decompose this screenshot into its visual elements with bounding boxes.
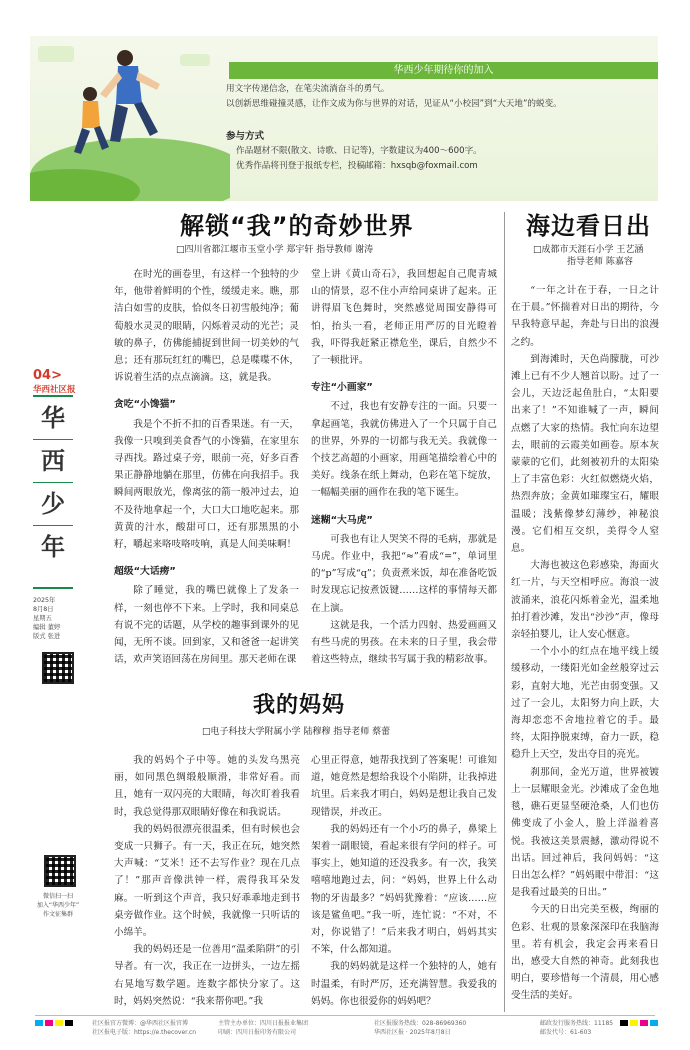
- masthead-char: 少: [33, 483, 73, 526]
- issue-info-line: 8月8日: [33, 606, 54, 613]
- subheading: 贪吃“小馋猫”: [114, 399, 176, 411]
- paragraph: 心里正得意，她帮我找到了答案呢！可谁知道，她竟然是想给我设个小陷阱，让我掉进坑里。后来我才明白，妈妈是想让我自己发现错误，并改正。: [311, 755, 497, 818]
- page-number: 04>: [33, 368, 62, 383]
- qr-code-bottom[interactable]: [44, 855, 76, 887]
- footer-rule: [35, 1015, 655, 1016]
- paragraph: 这就是我，一个活力四射、热爱画画又有些马虎的男孩。在未来的日子里，我会带着这些特点，继续书写属于我的精彩故事。: [311, 619, 497, 666]
- paragraph: 不过，我也有安静专注的一面。只要一拿起画笔，我就仿佛进入了一个只属于自己的世界，外界的一切都与我无关。我就像一个技艺高超的小画家，用画笔描绘着心中的美好。线条在纸上舞动，色彩在笔下绽放，一幅幅美丽的画作在我的笔下诞生。: [311, 401, 497, 499]
- footer-line: 社区报服务热线：028-86969360: [374, 1020, 467, 1027]
- chevron-right-icon: >: [51, 368, 62, 383]
- footer-line: 华西社区报 · 2025年8月8日: [374, 1029, 451, 1036]
- paragraph: 可我也有让人哭笑不得的毛病，那就是马虎。作业中，我把“≈”看成“=”，单词里的“p”写成“q”；负责煮米饭，却在准备吃饭时发现忘记按煮饭键……这样的事情每天都在上演。: [311, 533, 497, 614]
- recruit-banner: 华西少年期待你的加入: [229, 62, 658, 79]
- issue-info-line: 版式 张进: [33, 633, 61, 640]
- paragraph: 我是个不折不扣的百香果迷。有一天，我像一只嗅到美食香气的小馋猫，在家里东寻西找。路过桌子旁，眼前一亮，好多百香果正静静地躺在那里，仿佛在向我招手。我瞬间两眼放光，像离弦的箭一般冲过去，迫不及待地拿起一个，大口大口地吃起来。那黄黄的汁水，酸甜可口，还有那黑黑的小籽，嚼起来咯吱咯吱响，真是人间美味啊！: [114, 418, 299, 551]
- paragraph: “一年之计在于春，一日之计在于晨。”怀揣着对日出的期待，今早我特意早起，奔赴与日出的浪漫之约。: [511, 285, 659, 348]
- yellow-swatch: [55, 1020, 63, 1026]
- section-name: 华西社区报: [33, 385, 76, 395]
- article3-column-2: [311, 752, 497, 1010]
- footer-line: 社区报官方微博：@华西社区报官博: [92, 1020, 189, 1027]
- footer-line: 印刷：四川日报印务有限公司: [218, 1029, 297, 1036]
- subheading: 专注“小画家”: [311, 382, 373, 394]
- column-divider: [504, 212, 505, 1012]
- paragraph: 刹那间，金光万道，世界被镀上一层耀眼金光。沙滩成了金色地毯，礁石更显坚硬沧桑，人们也仿佛变成了小金人，脸上洋溢着喜悦。我被这美景震撼，激动得说不出话。回过神后，我问妈妈：“这日出怎么样？”妈妈眼中带泪：“这是我看过最美的日出。”: [511, 766, 659, 899]
- qr-code-top[interactable]: [42, 652, 74, 684]
- paragraph: 我的妈妈还有一个小巧的鼻子，鼻梁上架着一副眼镜，看起来很有学问的样子。可事实上，她知道的还没我多。有一次，我笑嘻嘻地跑过去，问：“妈妈，世界上什么动物的牙齿最多？”妈妈犹豫着：“应该……应该是鲨鱼吧。”我一听，连忙说：“不对，不对，你说错了！”后来我才明白，妈妈其实不笨，什么都知道。: [311, 823, 497, 956]
- footer-line: 社区报电子版：https://e.thecover.cn: [92, 1029, 197, 1036]
- article3-title: 我的妈妈: [253, 693, 346, 718]
- paragraph: 一个小小的红点在地平线上缓缓移动，一缕阳光如金丝般穿过云彩，直射大地，光芒由弱变强。又过了一会儿，太阳努力向上跃，大海却恋恋不舍地拉着它的手。最终，太阳挣脱束缚，奋力一跃，稳稳升上天空，发出夺目的亮光。: [511, 646, 659, 761]
- article1-title: 解锁“我”的奇妙世界: [180, 212, 414, 240]
- paragraph: 堂上讲《黄山奇石》，我回想起自己爬青城山的情景，忍不住小声给同桌讲了起来。正讲得眉飞色舞时，突然感觉周围安静得可怕，抬头一看，老师正用严厉的目光瞪着我，吓得我赶紧正襟危坐，课后，自然少不了一顿批评。: [311, 269, 497, 367]
- paragraph: 我的妈妈就是这样一个独特的人，她有时温柔，有时严厉，还充满智慧。我爱我的妈妈。你也很爱你的妈妈吧？: [311, 961, 497, 1007]
- masthead-char: 华: [33, 397, 73, 440]
- yellow-swatch: [630, 1020, 638, 1026]
- qr-caption-line: 微信扫一扫: [42, 893, 73, 900]
- cyan-swatch: [650, 1020, 658, 1026]
- paragraph: 大海也被这色彩感染，海面火红一片，与天空相呼应。海浪一波波涌来，浪花闪烁着金光，温柔地拍打着沙滩，发出“沙沙”声，像母亲轻拍婴儿，让人安心惬意。: [511, 560, 659, 641]
- footer-line: 邮政发行服务热线：11185: [540, 1020, 614, 1027]
- intro-line-1: 用文字传递信念，在笔尖流淌奋斗的勇气。: [226, 84, 390, 94]
- issue-info-line: 编辑 董婷: [33, 624, 61, 631]
- method-line-1: 作品题材不限(散文、诗歌、日记等)，字数建议为400～600字。: [236, 146, 482, 156]
- cyan-swatch: [35, 1020, 43, 1026]
- color-registration-marks-right: [620, 1020, 658, 1026]
- article1-byline: □四川省都江堰市玉堂小学 郑宇轩 指导教师 谢涛: [176, 245, 374, 255]
- paragraph: 在时光的画卷里，有这样一个独特的少年，他带着鲜明的个性，缓缓走来。瞧，那洁白如雪的皮肤，恰似冬日初雪般纯净；葡萄般水灵灵的眼睛，闪烁着灵动的光芒；灵敏的鼻子，仿佛能捕捉到世间一切美妙的气息；还有那玩红红的嘴巴，总是喋喋不休，诉说着生活的点点滴滴。这，就是我。: [114, 269, 299, 384]
- subheading: 超级“大话痨”: [114, 566, 176, 578]
- paragraph: 我的妈妈还是一位善用“温柔陷阱”的引导者。有一次，我正在一边拼头，一边左摇右晃地写数学题。连数字都快分家了。这时，妈妈突然说：“我来帮你吧。”我: [114, 944, 300, 1007]
- article2-body: [511, 282, 659, 1005]
- footer-line: 邮发代号：61-603: [540, 1029, 592, 1036]
- masthead-char: 西: [33, 440, 73, 483]
- color-registration-marks: [35, 1020, 73, 1026]
- article2-title: 海边看日出: [526, 212, 651, 240]
- magenta-swatch: [45, 1020, 53, 1026]
- black-swatch: [65, 1020, 73, 1026]
- method-line-2: 优秀作品将刊登于报纸专栏，投稿邮箱：hxsqb@foxmail.com: [236, 161, 478, 171]
- qr-caption-line: 加入“华西少年”: [36, 902, 80, 909]
- issue-info: [33, 596, 73, 641]
- magenta-swatch: [640, 1020, 648, 1026]
- subheading: 迷糊“大马虎”: [311, 514, 373, 526]
- method-title: 参与方式: [226, 131, 265, 142]
- paragraph: 除了睡觉，我的嘴巴就像上了发条一样，一刻也停不下来。上学时，我和同桌总有说不完的话题，从学校的趣事到课外的见闻，无所不谈。回到家，又和爸爸一起讲笑话，欢声笑语回荡在房间里。那天老师在课: [114, 585, 299, 666]
- article2-byline: □成都市天涯石小学 王艺涵: [533, 245, 644, 255]
- article1-column-1: [114, 266, 299, 668]
- article2-advisor: 指导老师 陈嘉容: [567, 257, 633, 267]
- runners-illustration: [30, 36, 230, 201]
- footer-col-2: [218, 1019, 368, 1037]
- paragraph: 我的妈妈很漂亮很温柔，但有时候也会变成一只狮子。有一天，我正在玩，她突然大声喊：“艾米！还不去写作业？现在几点了！”那声音像洪钟一样，震得我耳朵发麻。一听到这个声音，我只好乖乖地走到书桌旁做作业。这个时候，我就像一只听话的小绵羊。: [114, 823, 300, 939]
- hero-banner: [30, 36, 658, 201]
- masthead-char: 年: [41, 532, 65, 561]
- qr-caption-line: 作文征集群: [42, 911, 73, 918]
- article3-byline: □电子科技大学附属小学 陆穆穆 指导老师 蔡蕾: [202, 727, 391, 737]
- footer-line: 主管主办单位：四川日报报业集团: [218, 1020, 309, 1027]
- paragraph: 到海滩时，天色尚朦胧，可沙滩上已有不少人翘首以盼。过了一会儿，天边泛起鱼肚白，“太阳要出来了！”不知谁喊了一声，瞬间点燃了大家的热情。我忙向东边望去，眼前的云霞美如画卷。原本灰蒙蒙的它们，此刻被初升的太阳染上了丰富色彩：火红似燃烧火焰，热烈奔放；金黄如璀璨宝石，耀眼温暖；浅紫像梦幻薄纱，神秘浪漫。它们相互交织，美得令人窒息。: [511, 353, 659, 555]
- intro-line-2: 以创新思维碰撞灵感，让作文成为你与世界的对话，见证从“小校园”到“大天地”的蜕变。: [226, 99, 562, 109]
- article1-column-2: [311, 266, 497, 668]
- qr-caption: [33, 892, 83, 919]
- footer-col-3: [374, 1019, 524, 1037]
- footer-col-1: [92, 1019, 212, 1037]
- black-swatch: [620, 1020, 628, 1026]
- masthead-vertical: [33, 395, 73, 589]
- paragraph: 我的妈妈个子中等。她的头发乌黑亮丽，如同黑色绸缎般顺滑，非常好看。而且，她有一双闪亮的大眼睛，每次盯着我看时，我总觉得那双眼睛好像在和我说话。: [114, 755, 300, 818]
- issue-info-line: 星期五: [33, 615, 52, 622]
- issue-info-line: 2025年: [33, 597, 56, 604]
- paragraph: 今天的日出完美至极，绚丽的色彩、壮观的景象深深印在我脑海里。若有机会，我定会再来看日出，感受大自然的神奇。此刻我也明白，要珍惜每一个清晨，用心感受生活的美好。: [511, 904, 659, 1002]
- article3-column-1: [114, 752, 300, 1010]
